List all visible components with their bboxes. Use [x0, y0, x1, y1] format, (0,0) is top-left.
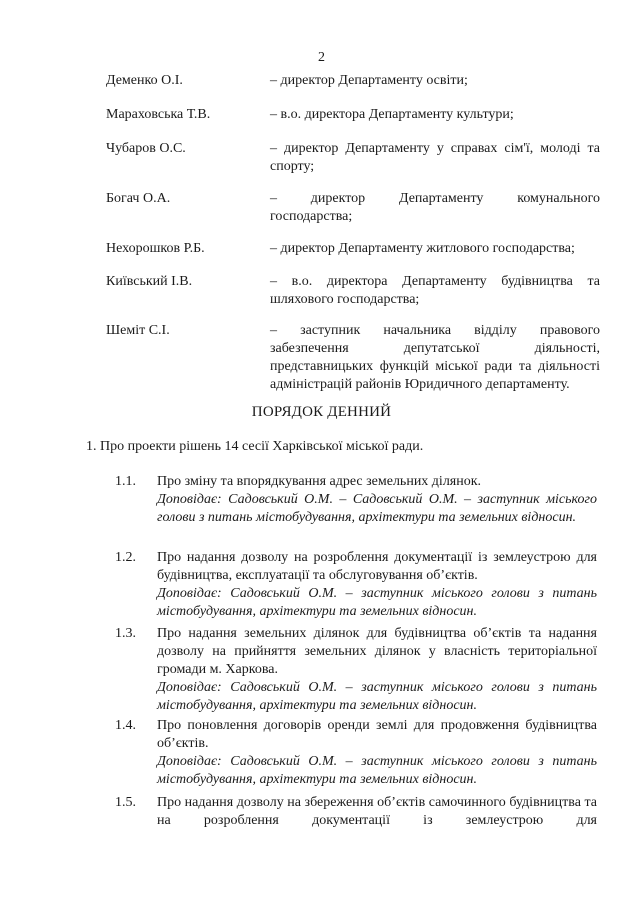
- sub-item-speaker: Доповідає: Садовський О.М. – заступник міського голови з питань містобудування, архітектури та земельних відносин.: [157, 586, 597, 619]
- attendee-name: Мараховська Т.В.: [106, 107, 211, 122]
- attendee-name: Нехорошков Р.Б.: [106, 241, 205, 256]
- attendee-role: – директор Департаменту освіти;: [270, 73, 468, 88]
- sub-item-body: [157, 717, 597, 789]
- sub-item-number: 1.4.: [115, 718, 136, 733]
- sub-item-body: [157, 625, 597, 715]
- attendee-name: Чубаров О.С.: [106, 141, 186, 156]
- agenda-title: ПОРЯДОК ДЕННИЙ: [251, 404, 392, 420]
- sub-item-number: 1.2.: [115, 550, 136, 565]
- sub-item-title: Про надання земельних ділянок для будівництва об’єктів та надання дозволу на прийняття земельних ділянок у власність територіальної громади м. Харкова.: [157, 626, 597, 677]
- attendee-role: – в.о. директора Департаменту культури;: [270, 107, 514, 122]
- sub-item-number: 1.5.: [115, 795, 136, 810]
- sub-item-number: 1.1.: [115, 474, 136, 489]
- sub-item-body: [157, 473, 597, 527]
- sub-item-title: Про надання дозволу на збереження об’єктів самочинного будівництва та на розроблення документації із землеустрою для: [157, 795, 597, 828]
- sub-item-title: Про зміну та впорядкування адрес земельних ділянок.: [157, 474, 482, 489]
- sub-item-title: Про поновлення договорів оренди землі для продовження будівництва об’єктів.: [157, 718, 597, 751]
- sub-item-body: [157, 549, 597, 621]
- attendee-role: – заступник начальника відділу правового забезпечення депутатської діяльності, представницьких функцій міської ради та діяльності адміністрацій районів Юридичного департаменту.: [270, 323, 600, 392]
- attendee-name: Деменко О.І.: [106, 73, 183, 88]
- sub-item-title: Про надання дозволу на розроблення документації із землеустрою для будівництва, експлуатації та обслуговування об’єктів.: [157, 550, 597, 583]
- page-number: 2: [318, 50, 325, 65]
- sub-item-speaker: Доповідає: Садовський О.М. – Садовський О.М. – заступник міського голови з питань містобудування, архітектури та земельних відносин.: [157, 492, 597, 525]
- sub-item-speaker: Доповідає: Садовський О.М. – заступник міського голови з питань містобудування, архітектури та земельних відносин.: [157, 754, 597, 787]
- attendee-name: Богач О.А.: [106, 191, 171, 206]
- attendee-role: – в.о. директора Департаменту будівництва та шляхового господарства;: [270, 274, 600, 307]
- sub-item-number: 1.3.: [115, 626, 136, 641]
- attendee-role: – директор Департаменту житлового господарства;: [270, 241, 575, 256]
- attendee-role-line: господарства;: [270, 209, 353, 224]
- sub-item-speaker: Доповідає: Садовський О.М. – заступник міського голови з питань містобудування, архітектури та земельних відносин.: [157, 680, 597, 713]
- attendee-role: – директор Департаменту у справах сім'ї, молоді та спорту;: [270, 141, 600, 174]
- attendee-role: [270, 190, 600, 226]
- agenda-item: 1. Про проекти рішень 14 сесії Харківської міської ради.: [86, 439, 424, 454]
- attendee-name: Київський І.В.: [106, 274, 193, 289]
- attendee-name: Шеміт С.І.: [106, 323, 170, 338]
- sub-item-body: [157, 794, 597, 830]
- attendee-role-line: – директор Департаменту комунального: [270, 191, 600, 206]
